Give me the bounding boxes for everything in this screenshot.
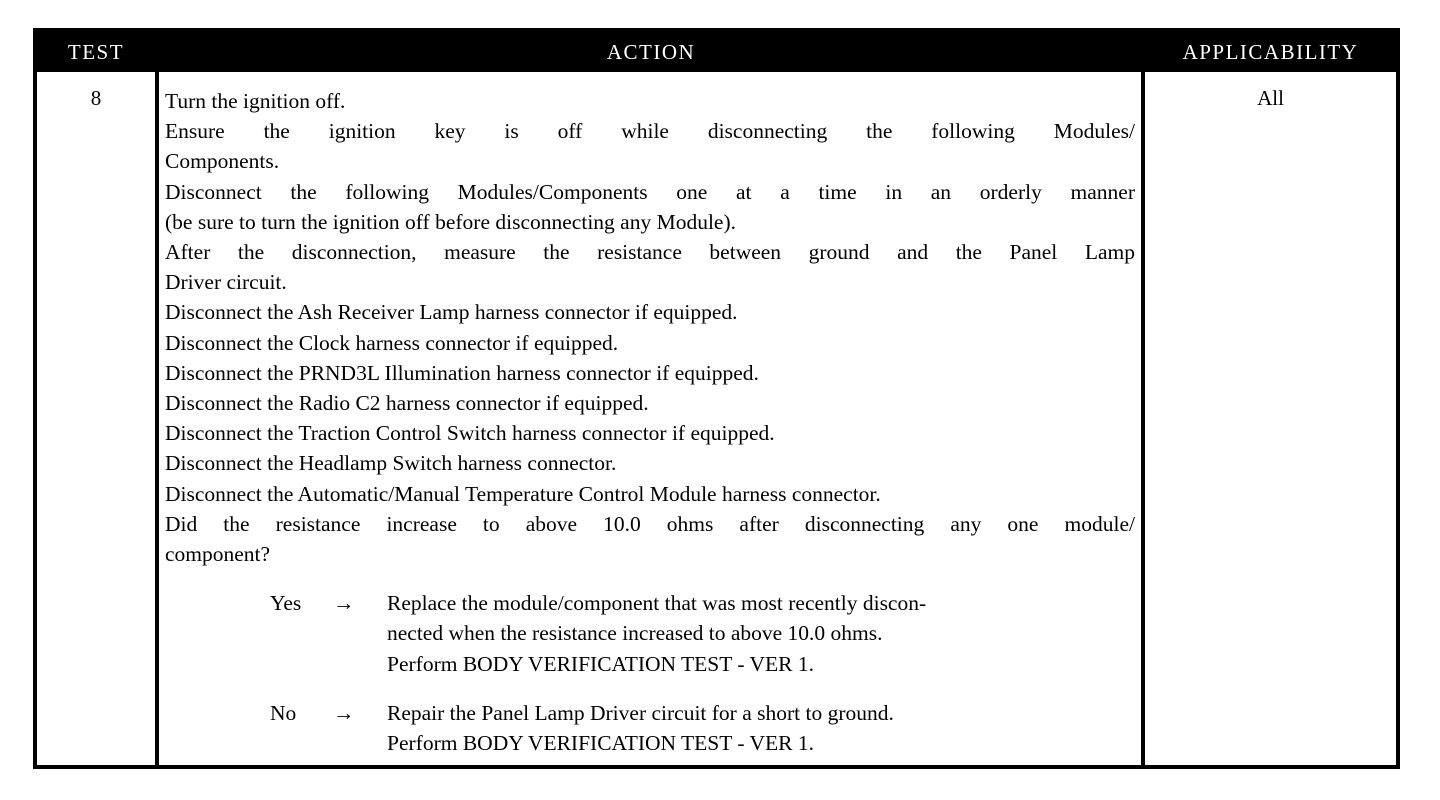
action-line: Turn the ignition off.	[165, 89, 346, 113]
header-test: TEST	[67, 40, 125, 64]
outcome-line: Perform BODY VERIFICATION TEST - VER 1.	[387, 731, 815, 756]
action-line: Disconnect the Radio C2 harness connector if equipped.	[165, 391, 649, 416]
action-line: Ensure the ignition key is off while disconnecting the following Modules/	[165, 119, 1135, 144]
outcome-no-label: No	[270, 701, 297, 726]
right-arrow-icon: →	[333, 591, 355, 616]
action-line: Disconnect the Traction Control Switch harness connector if equipped.	[165, 421, 775, 446]
action-line: Disconnect the Clock harness connector if equipped.	[165, 330, 619, 355]
action-line: Did the resistance increase to above 10.0 ohms after disconnecting any one module/	[165, 511, 1135, 536]
action-line: (be sure to turn the ignition off before disconnecting any Module).	[165, 209, 736, 234]
outcome-no	[165, 698, 1135, 758]
action-line: Disconnect the PRND3L Illumination harness connector if equipped.	[165, 360, 759, 385]
outcome-no-text	[387, 698, 1137, 758]
action-line: Disconnect the Ash Receiver Lamp harness connector if equipped.	[165, 300, 738, 325]
test-number: 8	[90, 86, 102, 110]
outcome-yes-label: Yes	[270, 591, 302, 616]
action-line: Driver circuit.	[165, 270, 287, 295]
action-line: Components.	[165, 149, 280, 174]
action-line: After the disconnection, measure the resistance between ground and the Panel Lamp	[165, 240, 1135, 265]
table-row	[37, 72, 1396, 765]
action-cell	[165, 86, 1135, 758]
action-line: Disconnect the Headlamp Switch harness connector.	[165, 451, 617, 476]
action-line: Disconnect the following Modules/Components one at a time in an orderly manner	[165, 179, 1135, 204]
outcome-line: Perform BODY VERIFICATION TEST - VER 1.	[387, 651, 815, 676]
action-line: component?	[165, 542, 271, 567]
outcome-line: Replace the module/component that was most recently discon-	[387, 591, 927, 616]
applicability-value: All	[1257, 86, 1284, 110]
outcome-line: nected when the resistance increased to above 10.0 ohms.	[387, 621, 883, 646]
table-header-row	[37, 32, 1396, 72]
column-divider	[155, 72, 159, 765]
header-applicability: APPLICABILITY	[1182, 40, 1359, 64]
header-action: ACTION	[606, 40, 696, 64]
diagnostic-test-table	[33, 28, 1400, 769]
column-divider	[1141, 72, 1145, 765]
right-arrow-icon: →	[333, 701, 355, 726]
outcome-yes	[165, 588, 1135, 678]
action-line: Disconnect the Automatic/Manual Temperature Control Module harness connector.	[165, 481, 881, 506]
outcome-yes-text	[387, 588, 1137, 679]
outcome-line: Repair the Panel Lamp Driver circuit for a short to ground.	[387, 701, 894, 726]
